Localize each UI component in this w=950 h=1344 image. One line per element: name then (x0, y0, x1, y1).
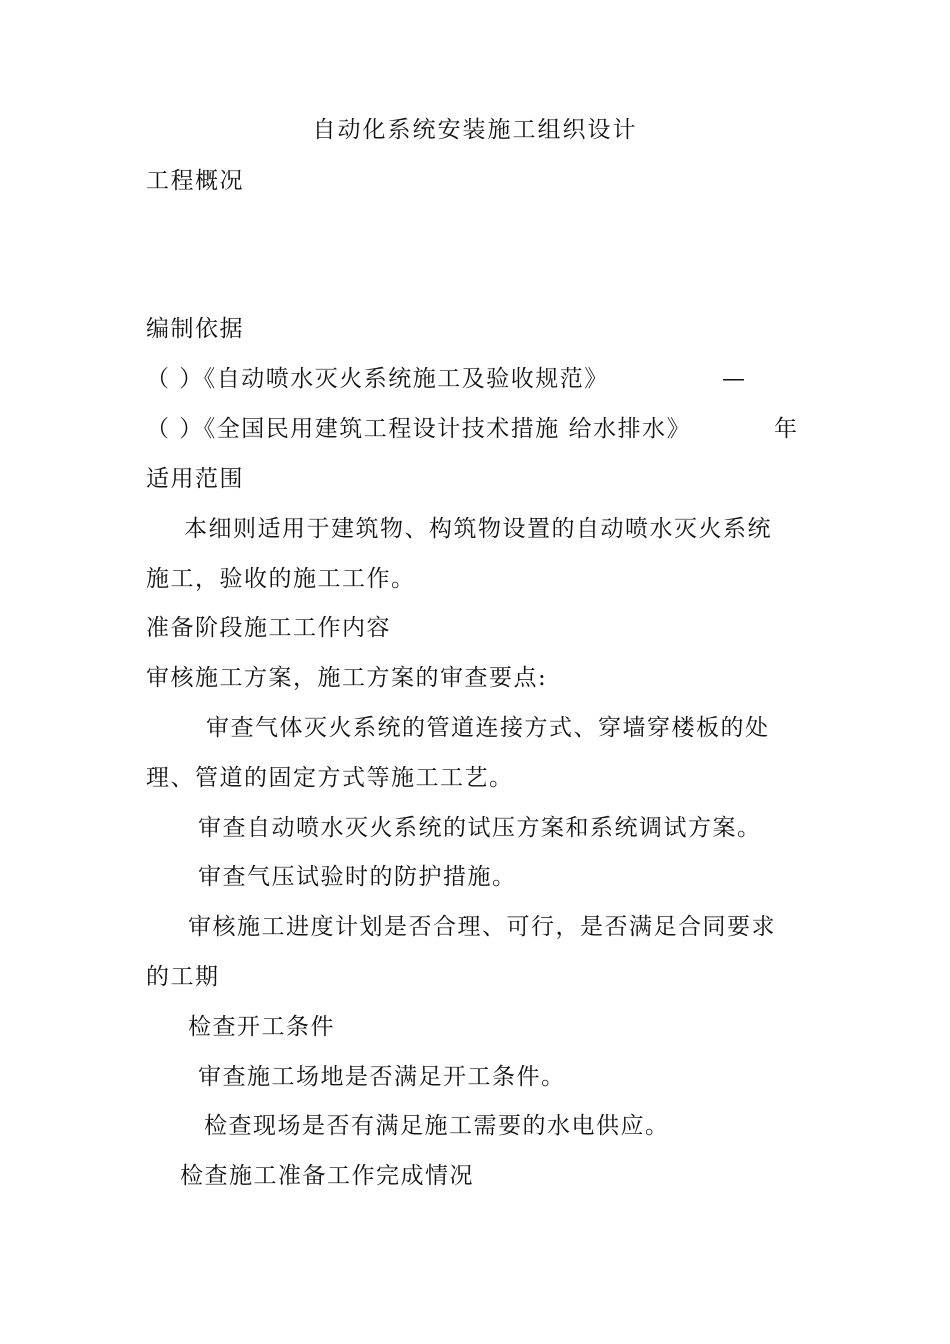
heading-prep-stage: 准备阶段施工工作内容 (146, 615, 391, 641)
document-title: 自动化系统安装施工组织设计 (312, 117, 638, 143)
basis-item-1-suffix: — (722, 366, 747, 392)
heading-scope: 适用范围 (146, 466, 244, 492)
check-item-1: 审查施工场地是否满足开工条件。 (198, 1064, 566, 1090)
review-item-3: 审查气压试验时的防护措施。 (198, 864, 517, 890)
review-item-1-line-1: 审查气体灭火系统的管道连接方式、穿墙穿楼板的处 (206, 715, 770, 741)
schedule-review-line-1: 审核施工进度计划是否合理、可行，是否满足合同要求 (188, 914, 776, 940)
schedule-review-line-2: 的工期 (146, 964, 220, 990)
basis-item-2-suffix: 年 (774, 416, 799, 442)
heading-basis: 编制依据 (146, 316, 244, 342)
scope-paragraph-line-1: 本细则适用于建筑物、构筑物设置的自动喷水灭火系统 (184, 516, 772, 542)
heading-overview: 工程概况 (146, 168, 244, 194)
review-item-1-line-2: 理、管道的固定方式等施工工艺。 (146, 765, 514, 791)
review-item-2: 审查自动喷水灭火系统的试压方案和系统调试方案。 (198, 815, 762, 841)
check-prep-heading: 检查施工准备工作完成情况 (180, 1163, 474, 1189)
scope-paragraph-line-2: 施工，验收的施工工作。 (146, 566, 416, 592)
basis-item-2: （ ）《全国民用建筑工程设计技术措施 给水排水》 (146, 416, 692, 442)
check-start-heading: 检查开工条件 (188, 1014, 335, 1040)
check-item-2: 检查现场是否有满足施工需要的水电供应。 (204, 1113, 670, 1139)
review-plan-heading: 审核施工方案，施工方案的审查要点: (146, 665, 548, 691)
basis-item-1: （ ）《自动喷水灭火系统施工及验收规范》 (146, 366, 609, 392)
